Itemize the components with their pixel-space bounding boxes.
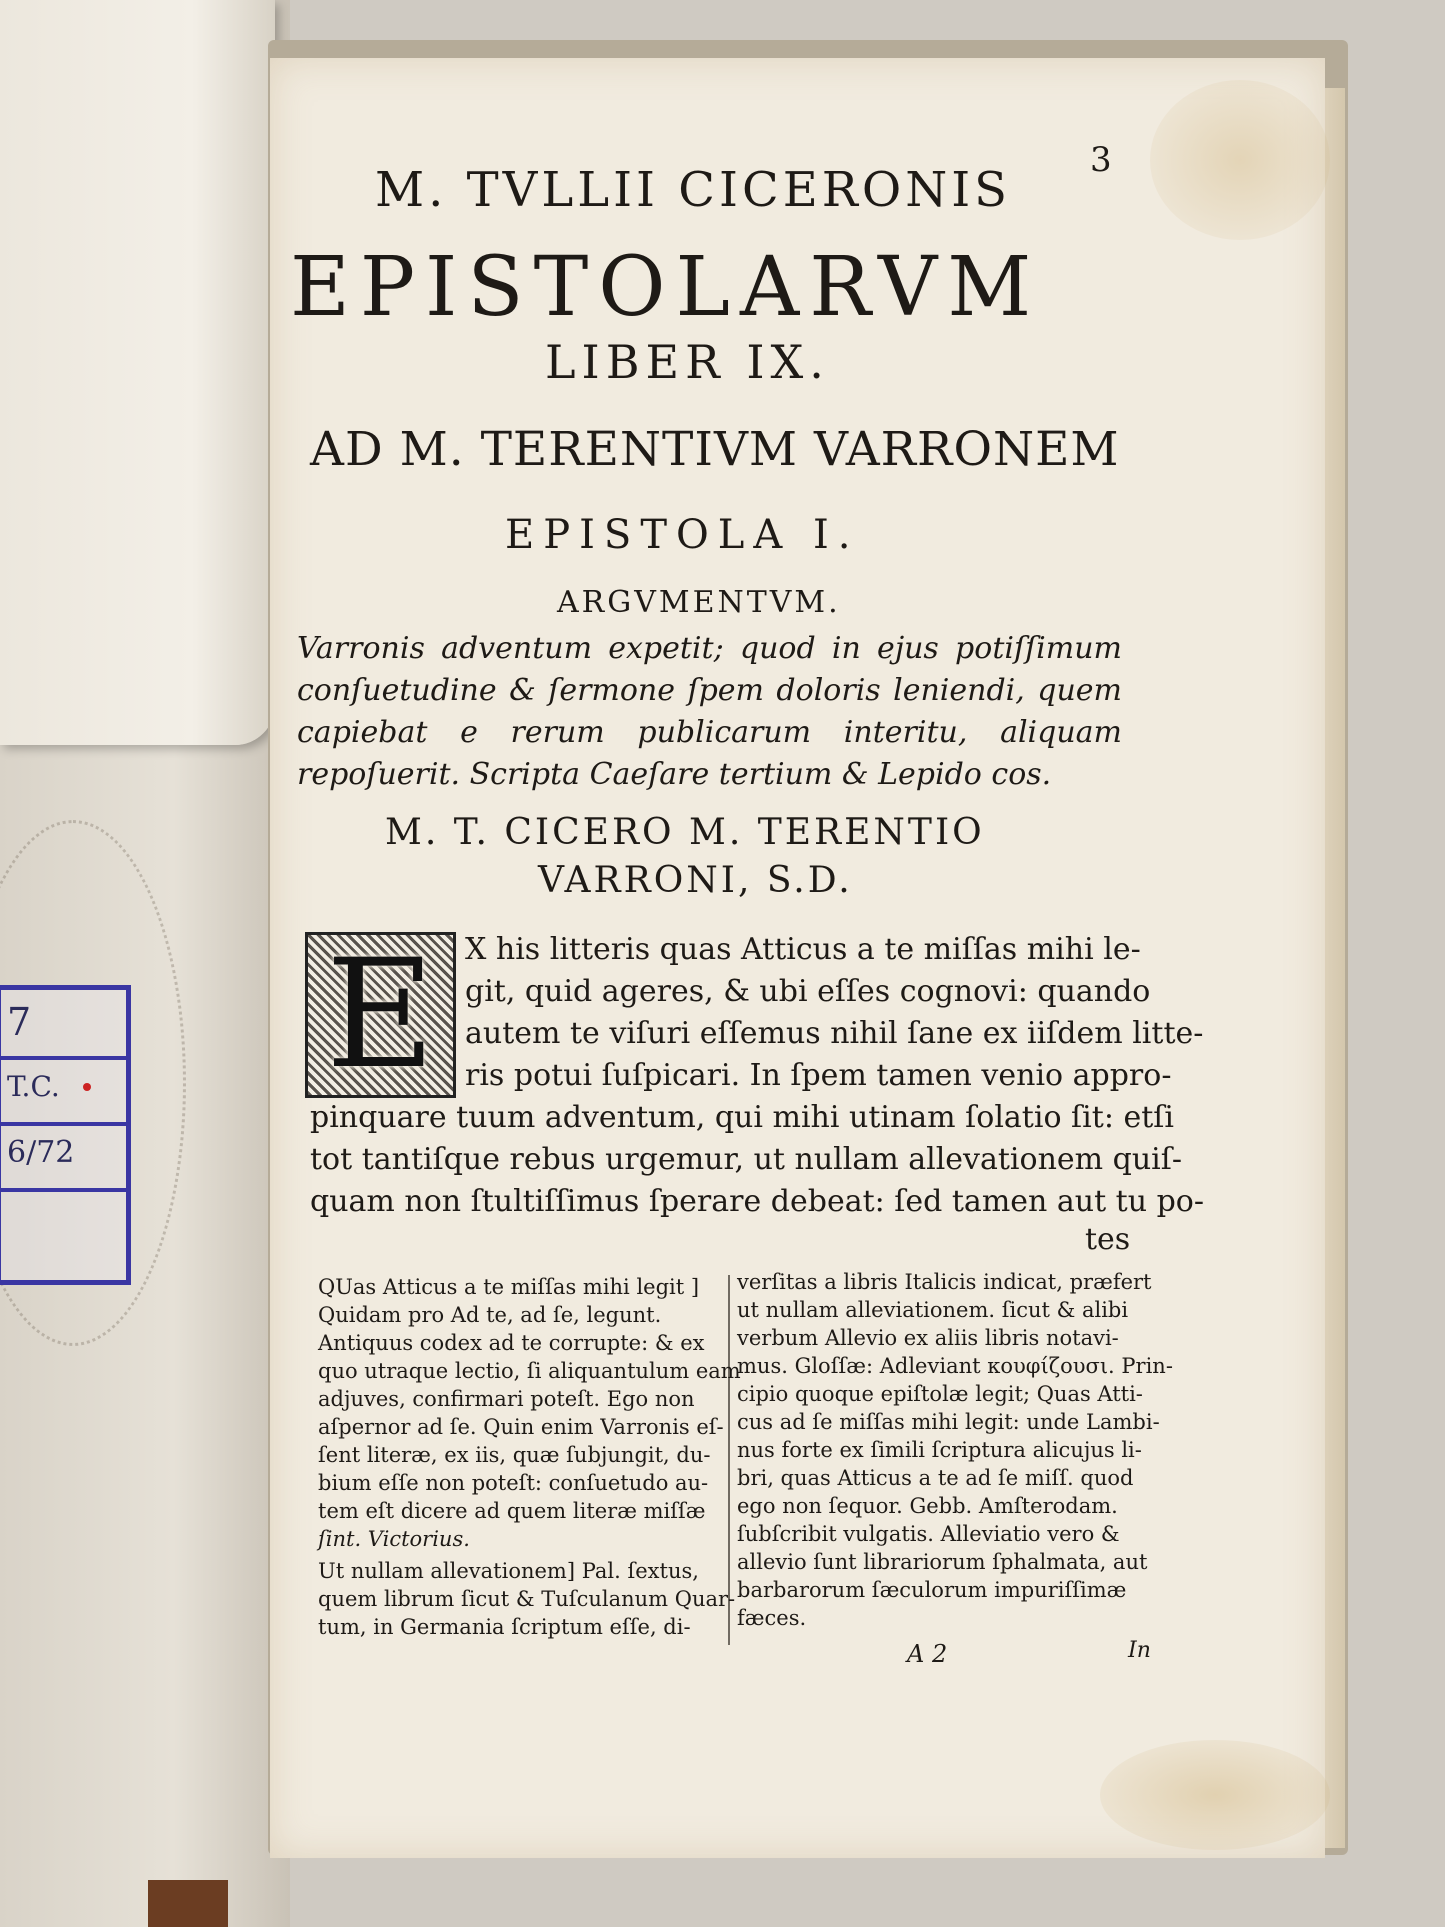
- title-main: EPISTOLARVM: [290, 240, 1042, 335]
- dropcap-letter: E: [325, 932, 436, 1098]
- body-line: autem te viſuri eſſemus nihil ſane ex iiſdem litte-: [465, 1016, 1204, 1051]
- stamp-rule: [1, 1056, 126, 1060]
- note-line-right: ſubſcribit vulgatis. Alleviatio vero &: [737, 1522, 1120, 1546]
- note-line-right: verſitas a libris Italicis indicat, præfert: [737, 1270, 1152, 1294]
- epistle-label: EPISTOLA I.: [505, 512, 860, 558]
- stamp-text: 6/72: [7, 1135, 75, 1170]
- page-number: 3: [1090, 140, 1112, 180]
- stamp-red-dot: [83, 1083, 91, 1091]
- stamp-rule: [1, 1122, 126, 1126]
- note-line-left: quem librum ſicut & Tuſculanum Quar-: [318, 1587, 736, 1611]
- note-line-right: cus ad ſe miſſas mihi legit: unde Lambi-: [737, 1410, 1160, 1434]
- note-line-left: aſpernor ad ſe. Quin enim Varronis eſ-: [318, 1415, 724, 1439]
- note-line-left: adjuves, confirmari poteſt. Ego non: [318, 1387, 695, 1411]
- body-line: tes: [1085, 1222, 1131, 1257]
- salutation-line: VARRONI, S.D.: [538, 860, 853, 901]
- note-line-left: ſent literæ, ex iis, quæ ſubjungit, du-: [318, 1443, 711, 1467]
- note-line-right: ego non ſequor. Gebb. Amſterodam.: [737, 1494, 1118, 1518]
- argument-text: Varronis adventum expetit; quod in ejus potiſſimum conſuetudine & ſermone ſpem doloris leniendi, quem capiebat e rerum publicarum interitu, aliquam repoſuerit. Scripta Caeſare tertium & Lepido cos.: [297, 631, 1122, 792]
- note-line-left: QUas Atticus a te miſſas mihi legit ]: [318, 1275, 700, 1299]
- salutation-line: M. T. CICERO M. TERENTIO: [385, 812, 985, 853]
- note-line-left: quo utraque lectio, ſi aliquantulum eam: [318, 1359, 741, 1383]
- body-line: pinquare tuum adventum, qui mihi utinam ſolatio ſit: etſi: [310, 1100, 1174, 1135]
- title-addressee: AD M. TERENTIVM VARRONEM: [310, 422, 1120, 477]
- note-line-left: Ut nullam allevationem] Pal. ſextus,: [318, 1559, 699, 1583]
- note-line-right: mus. Gloſſæ: Adleviant κουφίζουσι. Prin-: [737, 1354, 1173, 1378]
- signature-mark: A 2: [907, 1640, 948, 1668]
- note-line-left: Quidam pro Ad te, ad ſe, legunt.: [318, 1303, 662, 1327]
- note-line-right: nus forte ex ſimili ſcriptura alicujus li-: [737, 1438, 1142, 1462]
- note-line-right: barbarorum ſæculorum impuriſſimæ: [737, 1578, 1127, 1602]
- body-line: X his litteris quas Atticus a te miſſas mihi le-: [465, 932, 1141, 967]
- note-line-left: bium eſſe non poteſt: conſuetudo au-: [318, 1471, 709, 1495]
- dropcap-initial: [305, 932, 456, 1098]
- note-line-right: verbum Allevio ex aliis libris notavi-: [737, 1326, 1119, 1350]
- stamp-text: 7: [7, 1000, 32, 1044]
- body-line: tot tantiſque rebus urgemur, ut nullam allevationem quiſ-: [310, 1142, 1183, 1177]
- body-line: ris potui ſuſpicari. In ſpem tamen venio appro-: [465, 1058, 1172, 1093]
- note-line-right: ut nullam alleviationem. ſicut & alibi: [737, 1298, 1129, 1322]
- title-author: M. TVLLII CICERONIS: [375, 162, 1012, 218]
- book-spine: [148, 1880, 228, 1927]
- note-line-left: ſint. Victorius.: [318, 1527, 470, 1551]
- argument-heading: ARGVMENTVM.: [557, 585, 841, 620]
- catchword: In: [1128, 1638, 1151, 1663]
- left-leaf: [0, 0, 275, 745]
- note-line-left: tem eſt dicere ad quem literæ miſſæ: [318, 1499, 706, 1523]
- note-line-right: fæces.: [737, 1606, 807, 1630]
- paper-stain: [1150, 80, 1330, 240]
- stamp-text: T.C.: [7, 1070, 60, 1103]
- paper-stain: [1100, 1740, 1330, 1850]
- note-line-right: cipio quoque epiſtolæ legit; Quas Atti-: [737, 1382, 1143, 1406]
- body-line: git, quid ageres, & ubi eſſes cognovi: quando: [465, 974, 1151, 1009]
- note-line-right: bri, quas Atticus a te ad ſe miſſ. quod: [737, 1466, 1134, 1490]
- library-stamp: [0, 985, 131, 1285]
- note-line-right: allevio ſunt librariorum ſphalmata, aut: [737, 1550, 1148, 1574]
- note-line-left: tum, in Germania ſcriptum eſſe, di-: [318, 1615, 691, 1639]
- stamp-rule: [1, 1188, 126, 1192]
- title-book: LIBER IX.: [545, 335, 830, 389]
- note-line-left: Antiquus codex ad te corrupte: & ex: [318, 1331, 705, 1355]
- body-line: quam non ſtultiſſimus ſperare debeat: ſed tamen aut tu po-: [310, 1184, 1204, 1219]
